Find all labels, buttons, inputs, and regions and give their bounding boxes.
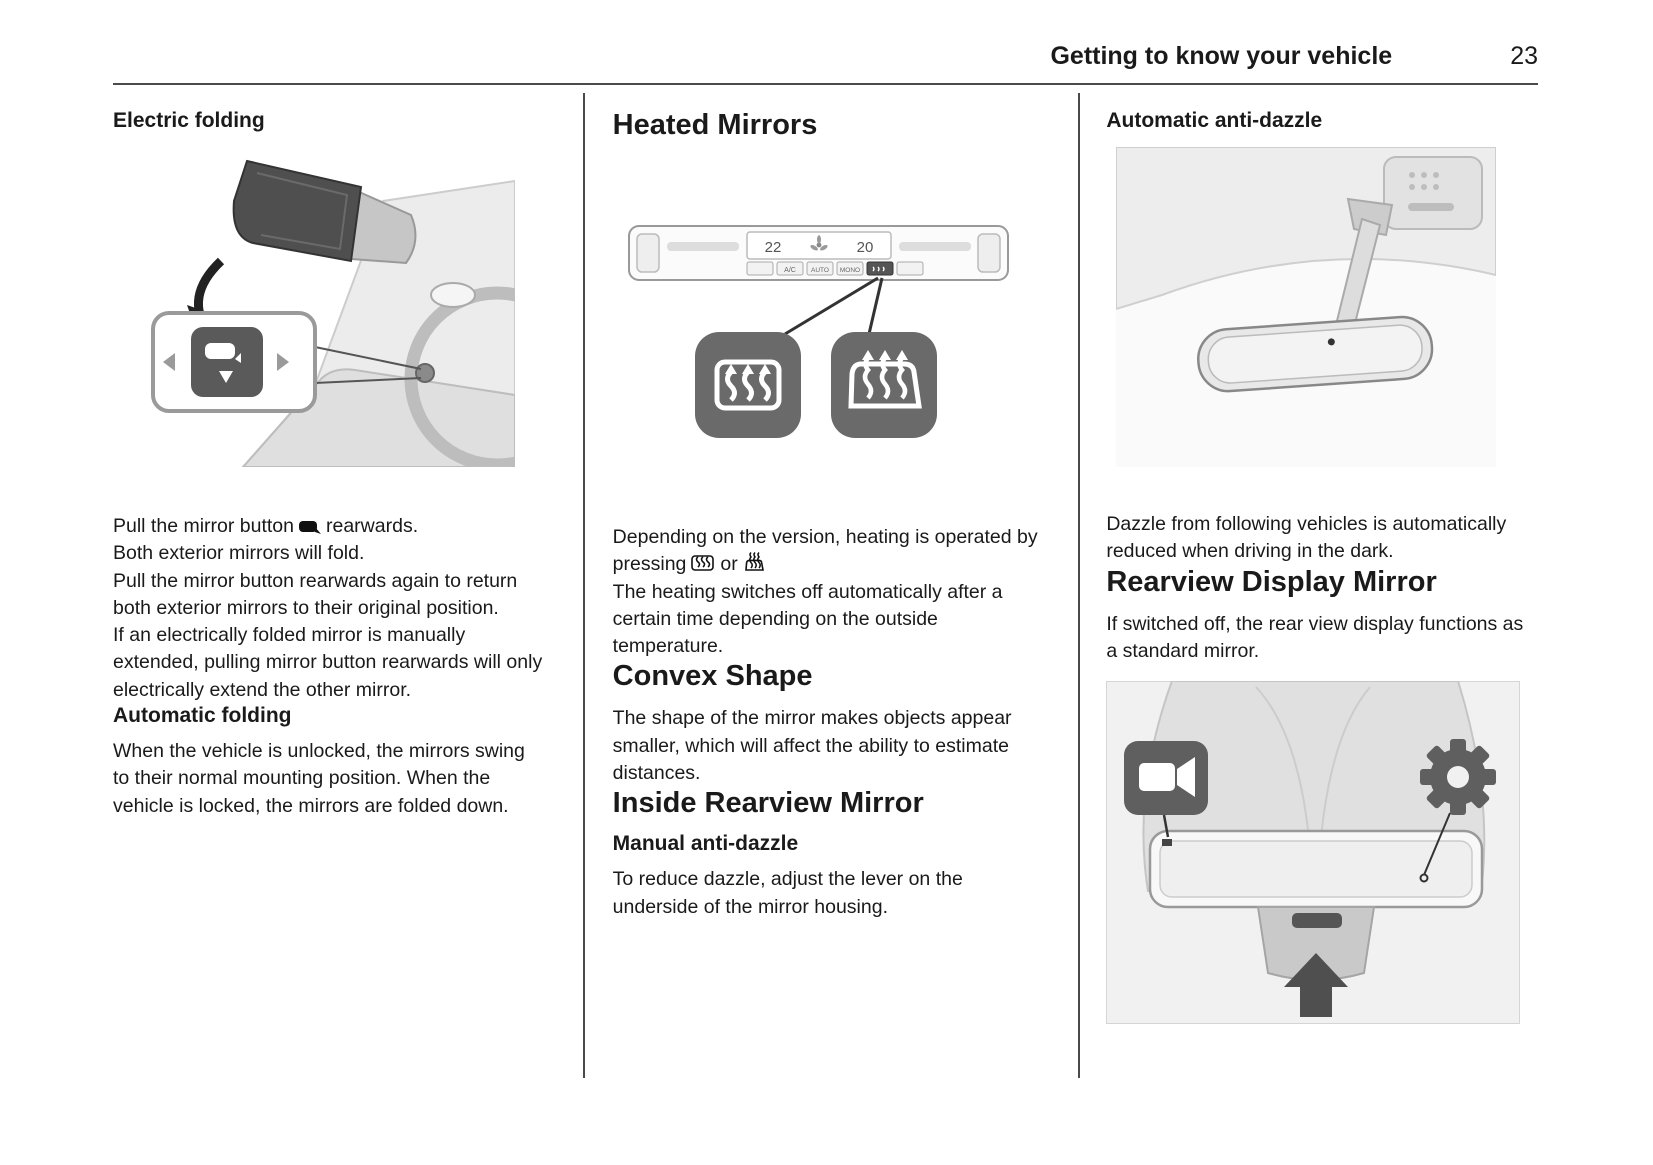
body-text: When the vehicle is unlocked, the mirrors swing to their normal mounting position. When the vehicle is locked, the mirrors are folded down.: [113, 740, 525, 817]
section-heading: Electric folding: [113, 109, 265, 132]
page-number: 23: [1510, 42, 1538, 70]
door-mirror-switch: [416, 364, 434, 382]
body-text: The shape of the mirror makes objects appear smaller, which will affect the ability to estimate distances.: [612, 707, 1012, 785]
section-heading: Inside Rearview Mirror: [612, 787, 924, 820]
section-heading: Automatic folding: [113, 704, 292, 728]
body-text: Dazzle from following vehicles is automatically reduced when driving in the dark.: [1106, 513, 1507, 563]
temp-right: 20: [856, 239, 874, 256]
section-heading: Rearview Display Mirror: [1106, 565, 1437, 598]
body-text: Pull the mirror button rearwards.: [113, 515, 419, 537]
section-heading: Manual anti-dazzle: [612, 832, 799, 856]
body-text: To reduce dazzle, adjust the lever on the underside of the mirror housing.: [612, 868, 963, 918]
temp-left: 22: [764, 239, 782, 256]
ac-button-label: A/C: [783, 267, 796, 274]
body-text: Both exterior mirrors will fold.: [113, 542, 365, 565]
section-heading: Automatic anti-dazzle: [1106, 109, 1323, 132]
section-heading: Heated Mirrors: [612, 109, 818, 141]
column-heated-mirrors: [583, 93, 1081, 1078]
heated-exterior-mirror-small-icon: [742, 551, 767, 573]
section-heading: Convex Shape: [612, 660, 813, 693]
heated-rear-window-small-icon: [690, 552, 716, 573]
chapter-title: Getting to know your vehicle: [1050, 42, 1393, 70]
column-electric-folding: [113, 93, 583, 1078]
body-text: Pull the mirror button rearwards again to return both exterior mirrors to their original position.: [113, 569, 518, 619]
mirror-toggle-lever: [1292, 913, 1342, 928]
overhead-console: [1384, 157, 1482, 229]
body-text: Depending on the version, heating is operated by pressing or: [612, 526, 1038, 576]
mirror-button: [191, 327, 263, 397]
body-text: If switched off, the rear view display functions as a standard mirror.: [1106, 612, 1524, 662]
auto-button-label: AUTO: [810, 267, 829, 274]
page-header: [113, 0, 1538, 85]
settings-gear-icon: [1420, 739, 1496, 815]
heated-mirror-button: [867, 262, 893, 275]
rearview-display-illustration: [1106, 681, 1520, 1024]
body-text: The heating switches off automatically after a certain time depending on the outside temperature.: [612, 580, 1003, 658]
column-antidazzle: [1080, 93, 1538, 1078]
exterior-mirror-button-icon: [298, 519, 322, 535]
body-text: If an electrically folded mirror is manually extended, pulling mirror button rearwards will only electrically extend the other mirror.: [113, 624, 543, 701]
three-column-layout: [113, 93, 1538, 1078]
heated-mirrors-illustration: [627, 214, 1010, 446]
auto-antidazzle-illustration: [1116, 147, 1496, 467]
electric-folding-illustration: [125, 147, 515, 467]
mono-button-label: MONO: [839, 267, 860, 274]
